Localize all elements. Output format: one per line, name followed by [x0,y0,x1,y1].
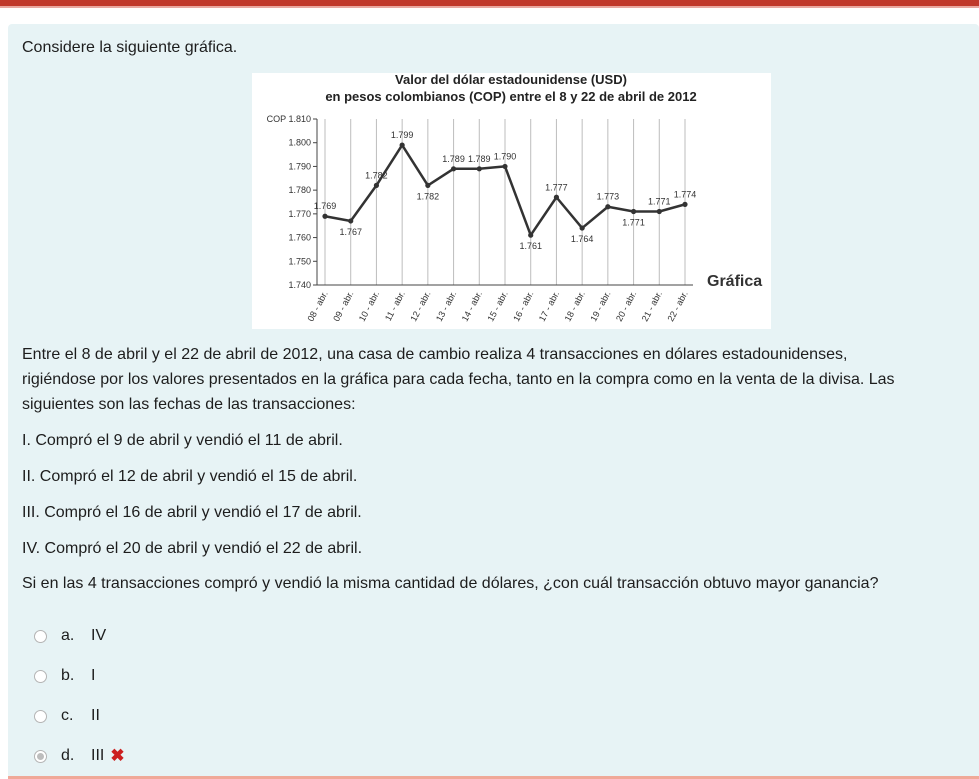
transaction-item-4: IV. Compró el 20 de abril y vendió el 22 de abril. [22,540,363,557]
option-a[interactable] [34,625,106,647]
x-tick-label: 18 - abr. [562,289,587,324]
x-tick-label: 20 - abr. [614,289,639,324]
data-label: 1.773 [596,191,620,202]
x-tick-label: 10 - abr. [356,289,382,324]
y-tick-label: 1.750 [288,256,311,267]
data-label: 1.789 [442,153,465,164]
x-tick-label: 22 - abr. [665,289,690,324]
x-tick-label: 12 - abr. [408,289,433,324]
data-point [657,209,662,214]
data-point [322,214,327,219]
data-point [374,183,379,188]
paragraph-line-2: rigiéndose por los valores presentados en la gráfica para cada fecha, tanto en la compra como en la venta de la divisa. Las [22,371,895,388]
x-tick-label: 17 - abr. [536,289,562,324]
option-a-letter: a. [61,627,75,644]
option-c-text: II [91,707,100,724]
data-label: 1.789 [468,153,491,164]
option-d-radio[interactable] [34,750,47,763]
data-point [682,202,687,207]
data-point [554,195,559,200]
data-label: 1.799 [390,130,414,141]
exchange-rate-chart [252,73,771,329]
option-c-letter: c. [61,707,74,724]
data-label: 1.774 [673,189,697,200]
data-label: 1.777 [545,182,568,193]
x-tick-label: 11 - abr. [382,289,407,323]
y-tick-label: COP 1.810 [266,114,311,124]
option-c-radio[interactable] [34,710,47,723]
x-tick-label: 21 - abr. [639,289,665,324]
option-b-letter: b. [61,667,75,684]
paragraph-line-1: Entre el 8 de abril y el 22 de abril de 2012, una casa de cambio realiza 4 transacciones en dólares estadounidenses, [22,346,848,363]
y-tick-label: 1.780 [288,185,311,196]
data-point [528,233,533,238]
data-label: 1.771 [622,217,645,228]
chart-subtitle: en pesos colombianos (COP) entre el 8 y 22 de abril de 2012 [325,89,697,104]
data-point [502,164,507,169]
data-label: 1.782 [416,191,440,202]
x-tick-label: 16 - abr. [511,289,536,324]
chart-container [252,73,771,329]
option-b[interactable] [34,665,95,687]
x-tick-label: 15 - abr. [485,289,510,324]
y-tick-label: 1.770 [288,208,311,219]
data-label: 1.790 [493,151,517,162]
transaction-item-1: I. Compró el 9 de abril y vendió el 11 de abril. [22,432,343,449]
option-d-letter: d. [61,747,75,764]
x-tick-label: 14 - abr. [459,289,485,324]
option-a-text: IV [91,627,107,644]
x-tick-label: 08 - abr. [305,289,330,324]
top-accent-bar [0,0,979,8]
option-c[interactable] [34,705,100,727]
data-point [400,142,405,147]
transaction-item-2: II. Compró el 12 de abril y vendió el 15 de abril. [22,468,358,485]
x-tick-label: 09 - abr. [331,289,356,324]
chart-title: Valor del dólar estadounidense (USD) [395,73,627,87]
data-point [425,183,430,188]
incorrect-x-icon: ✖ [110,746,125,765]
y-tick-label: 1.760 [288,232,311,243]
option-b-text: I [91,667,96,684]
question-prompt: Si en las 4 transacciones compró y vendió la misma cantidad de dólares, ¿con cuál transacción obtuvo mayor ganancia? [22,575,879,592]
data-label: 1.764 [570,234,594,245]
data-point [580,225,585,230]
paragraph-line-3: siguientes son las fechas de las transacciones: [22,396,356,413]
data-point [605,204,610,209]
data-label: 1.782 [365,170,388,181]
option-a-radio[interactable] [34,630,47,643]
option-d[interactable] [34,745,125,767]
data-label: 1.771 [648,196,671,207]
y-tick-label: 1.740 [288,280,311,290]
x-tick-label: 13 - abr. [434,289,459,324]
question-intro: Considere la siguiente gráfica. [22,39,238,56]
data-point [477,166,482,171]
option-d-text: III [91,747,105,764]
chart-caption: Gráfica [707,273,763,290]
data-point [348,218,353,223]
data-label: 1.767 [339,226,362,237]
data-point [451,166,456,171]
y-tick-label: 1.800 [288,137,311,148]
data-label: 1.769 [313,201,337,212]
option-b-radio[interactable] [34,670,47,683]
transaction-item-3: III. Compró el 16 de abril y vendió el 17 de abril. [22,504,362,521]
x-tick-label: 19 - abr. [588,289,613,324]
y-tick-label: 1.790 [288,161,311,172]
data-label: 1.761 [519,241,542,252]
data-point [631,209,636,214]
